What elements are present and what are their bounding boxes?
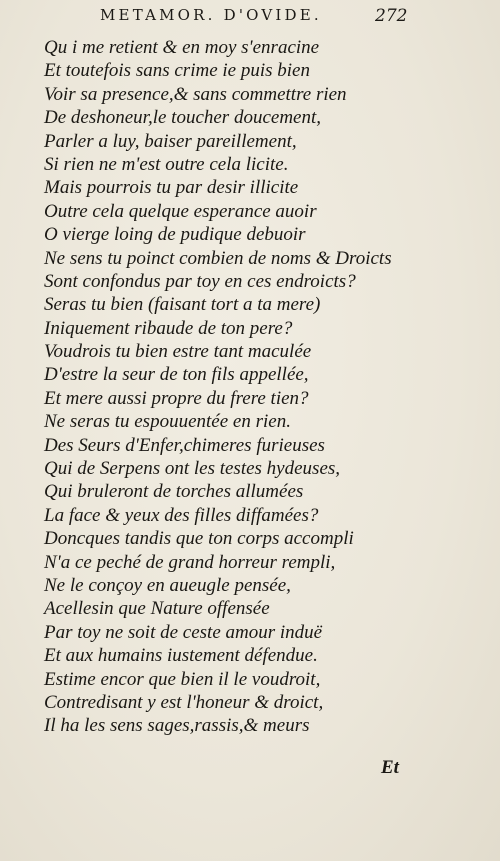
- verse-line: Doncques tandis que ton corps accompli: [44, 528, 354, 550]
- catchword: Et: [381, 757, 399, 778]
- verse-line: Des Seurs d'Enfer,chimeres furieuses: [44, 434, 325, 456]
- verse-line: Outre cela quelque esperance auoir: [44, 200, 317, 222]
- verse-line: Seras tu bien (faisant tort a ta mere): [44, 294, 321, 316]
- verse-line: D'estre la seur de ton fils appellée,: [44, 364, 309, 386]
- verse-line: Mais pourrois tu par desir illicite: [44, 177, 299, 199]
- verse-line: Estime encor que bien il le voudroit,: [44, 668, 321, 690]
- running-title: METAMOR. D'OVIDE.: [100, 6, 322, 24]
- verse-block: [44, 36, 484, 738]
- verse-line: Si rien ne m'est outre cela licite.: [44, 153, 289, 175]
- verse-line: Voudrois tu bien estre tant maculée: [44, 341, 312, 363]
- verse-line: Contredisant y est l'honeur & droict,: [44, 691, 324, 713]
- verse-line: Ne sens tu poinct combien de noms & Droicts: [44, 247, 392, 269]
- verse-line: Qui bruleront de torches allumées: [44, 481, 304, 503]
- page-header: [0, 6, 500, 30]
- verse-line: Iniquement ribaude de ton pere?: [44, 317, 293, 339]
- verse-line: Qui de Serpens ont les testes hydeuses,: [44, 458, 341, 480]
- verse-line: Qu i me retient & en moy s'enracine: [44, 37, 320, 58]
- verse-line: Il ha les sens sages,rassis,& meurs: [44, 715, 310, 737]
- verse-line: Sont confondus par toy en ces endroicts?: [44, 270, 356, 292]
- verse-line: La face & yeux des filles diffamées?: [44, 504, 319, 526]
- verse-line: Ne seras tu espouuentée en rien.: [44, 411, 291, 433]
- verse-line: O vierge loing de pudique debuoir: [44, 224, 306, 246]
- verse-line: Acellesin que Nature offensée: [44, 598, 270, 620]
- verse-line: Et mere aussi propre du frere tien?: [44, 387, 309, 409]
- verse-line: Et aux humains iustement défendue.: [44, 645, 318, 667]
- verse-line: Ne le conçoy en aueugle pensée,: [44, 574, 291, 596]
- verse-line: Et toutefois sans crime ie puis bien: [44, 60, 310, 82]
- page-number: 272: [375, 6, 408, 26]
- verse-line: Parler a luy, baiser pareillement,: [44, 130, 297, 152]
- verse-line: De deshoneur,le toucher doucement,: [44, 107, 322, 129]
- verse-line: N'a ce peché de grand horreur rempli,: [44, 551, 336, 573]
- verse-line: Voir sa presence,& sans commettre rien: [44, 83, 347, 105]
- verse-line: Par toy ne soit de ceste amour induë: [44, 621, 323, 643]
